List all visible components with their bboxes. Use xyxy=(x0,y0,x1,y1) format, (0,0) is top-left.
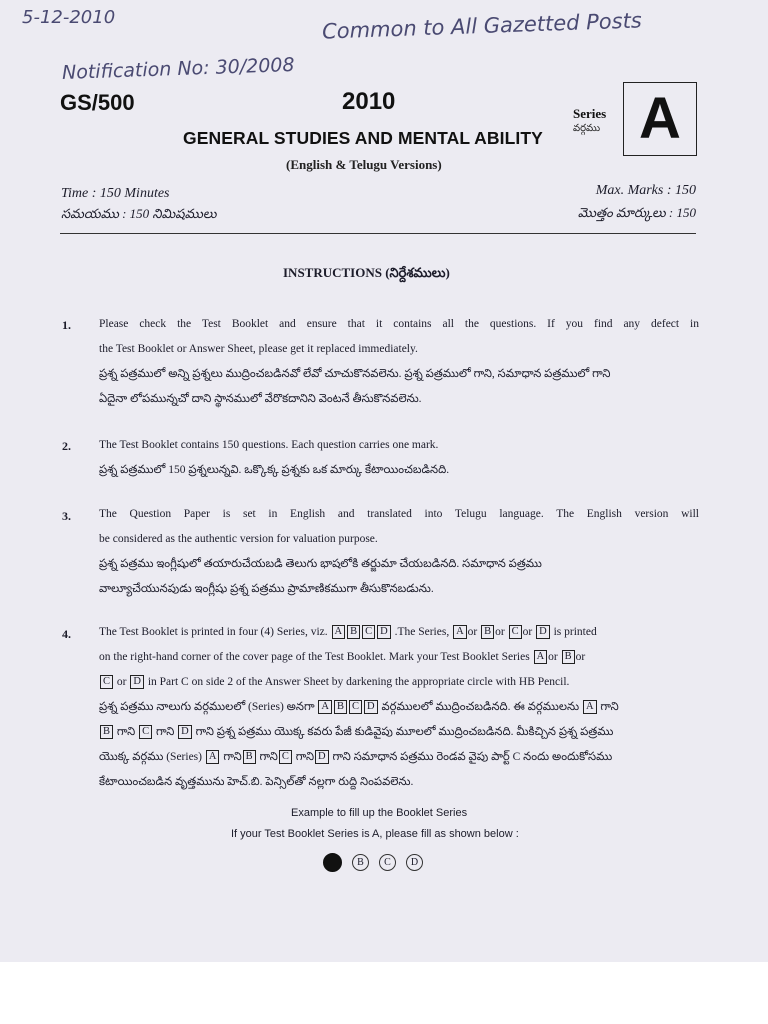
instruction-number: 1. xyxy=(62,318,71,332)
series-box-a: A xyxy=(318,700,332,714)
example-instruction: If your Test Booklet Series is A, please fill as shown below : xyxy=(231,828,519,840)
instruction-line: The Test Booklet contains 150 questions. Each question carries one mark. xyxy=(99,439,439,451)
instruction-number: 4. xyxy=(62,627,71,641)
instruction-line: Please check the Test Booklet and ensure that it contains all the questions. If you find any defect in xyxy=(99,318,699,330)
instruction-telugu-line: కేటాయించబడిన వృత్తమును హెచ్.బి. పెన్సిల్‌తో నల్లగా రుద్ది నింపవలెను. xyxy=(99,776,414,788)
instruction-telugu-line xyxy=(99,695,699,720)
series-box-d: D xyxy=(178,725,192,739)
example-bubbles xyxy=(323,853,423,872)
series-label-telugu: వర్గము xyxy=(573,123,601,134)
instruction-text: గాని ప్రశ్న పత్రము యొక్క కవరు పేజీ కుడివైపు మూలలో ముద్రించబడినది. మీకిచ్చిన ప్రశ్న పత్రము xyxy=(195,726,614,738)
series-box-d: D xyxy=(130,675,144,689)
series-box-d: D xyxy=(377,625,391,639)
instruction-text: ప్రశ్న పత్రము నాలుగు వర్గములలో (Series) అనగా xyxy=(99,701,315,713)
instruction-text: in Part C on side 2 of the Answer Sheet by darkening the appropriate circle with HB Pencil. xyxy=(147,676,570,688)
instruction-telugu-line: ప్రశ్న పత్రములో 150 ప్రశ్నలున్నవి. ఒక్కొక్క ప్రశ్నకు ఒక మార్కు కేటాయించబడినది. xyxy=(99,464,450,476)
instruction-number: 3. xyxy=(62,509,71,523)
series-box-c: C xyxy=(362,625,375,639)
series-box-c: C xyxy=(279,750,292,764)
gani-word: గాని xyxy=(295,751,315,763)
instruction-line xyxy=(99,645,699,670)
instruction-item xyxy=(99,312,699,412)
instruction-text: on the right-hand corner of the cover page of the Test Booklet. Mark your Test Booklet Series xyxy=(99,651,530,663)
instruction-line xyxy=(99,620,699,645)
instruction-text: .The Series, xyxy=(394,626,450,638)
instruction-telugu-line: ప్రశ్న పత్రము ఇంగ్లీషులో తయారుచేయబడి తెలుగు భాషలోకి తర్జుమా చేయబడినది. సమాధాన పత్రము xyxy=(99,558,542,570)
or-word: or xyxy=(575,651,586,663)
instruction-telugu-line xyxy=(99,720,699,745)
marks-english: Max. Marks : 150 xyxy=(595,183,696,198)
time-telugu: సమయము : 150 నిమిషములు xyxy=(61,206,217,221)
paper-code: GS/500 xyxy=(60,90,135,115)
instruction-item xyxy=(99,433,699,483)
gani-word: గాని xyxy=(155,726,175,738)
instruction-text: వర్గములలో ముద్రించబడినది. ఈ వర్గములను xyxy=(381,701,580,713)
series-box-a: A xyxy=(206,750,220,764)
series-box-b: B xyxy=(243,750,256,764)
or-word: or xyxy=(116,676,127,688)
series-box-b: B xyxy=(100,725,113,739)
handwritten-note: Common to All Gazetted Posts xyxy=(321,8,643,44)
bubble-c: C xyxy=(379,854,396,871)
gani-word: గాని xyxy=(223,751,242,763)
series-box-a: A xyxy=(583,700,597,714)
bubble-b: B xyxy=(352,854,369,871)
series-box-a: A xyxy=(453,625,467,639)
series-box-b: B xyxy=(347,625,360,639)
example-heading: Example to fill up the Booklet Series xyxy=(291,807,468,819)
series-box-c: C xyxy=(509,625,522,639)
series-letter: A xyxy=(639,86,681,151)
time-english: Time : 150 Minutes xyxy=(61,186,170,201)
instruction-line: The Question Paper is set in English and translated into Telugu language. The English version will xyxy=(99,508,699,520)
header-divider xyxy=(60,233,696,234)
bubble-d: D xyxy=(406,854,423,871)
instruction-number: 2. xyxy=(62,439,71,453)
paper-subtitle: (English & Telugu Versions) xyxy=(286,157,442,172)
series-box-d: D xyxy=(536,625,550,639)
or-word: or xyxy=(495,626,505,638)
marks-telugu: మొత్తం మార్కులు : 150 xyxy=(577,205,696,220)
gani-word: గాని xyxy=(600,701,619,713)
series-box-c: C xyxy=(100,675,113,689)
handwritten-notification: Notification No: 30/2008 xyxy=(61,53,295,85)
gani-word: గాని xyxy=(116,726,136,738)
series-box-a: A xyxy=(332,625,346,639)
series-box-a: A xyxy=(534,650,548,664)
bubble-a-filled xyxy=(323,853,342,872)
or-word: or xyxy=(548,651,558,663)
series-box-b: B xyxy=(334,700,347,714)
instruction-item xyxy=(99,620,699,795)
series-label: Series xyxy=(573,106,607,121)
instruction-telugu-line: ప్రశ్న పత్రములో అన్ని ప్రశ్నలు ముద్రించబడినవో లేవో చూచుకొనవలెను. ప్రశ్న పత్రములో గాని, సమాధాన పత్రములో గాని xyxy=(99,368,611,380)
instruction-telugu-line xyxy=(99,745,699,770)
instruction-line xyxy=(99,670,699,695)
series-box-d: D xyxy=(315,750,329,764)
or-word: or xyxy=(522,626,533,638)
instruction-telugu-line: ఏదైనా లోపమున్నచో దాని స్థానములో వేరొకదానిని వెంటనే తీసుకొనవలెను. xyxy=(99,393,422,405)
instruction-text: The Test Booklet is printed in four (4) Series, viz. xyxy=(99,626,328,638)
instruction-line: be considered as the authentic version for valuation purpose. xyxy=(99,533,378,545)
instruction-telugu-line: వాల్యూచేయునపుడు ఇంగ్లీషు ప్రశ్న పత్రము ప్రామాణికముగా తీసుకొనబడును. xyxy=(99,583,434,595)
series-box-d: D xyxy=(364,700,378,714)
exam-year: 2010 xyxy=(342,88,396,115)
series-box-b: B xyxy=(481,625,494,639)
series-box-c: C xyxy=(349,700,362,714)
instruction-item xyxy=(99,502,699,602)
instruction-text: గాని సమాధాన పత్రము రెండవ వైపు పార్ట్ C నందు అందుకోసము xyxy=(332,751,613,763)
series-box xyxy=(623,82,697,156)
paper-title: GENERAL STUDIES AND MENTAL ABILITY xyxy=(183,128,543,148)
series-box-c: C xyxy=(139,725,152,739)
instruction-text: is printed xyxy=(553,626,597,638)
instructions-heading: INSTRUCTIONS (నిర్దేశములు) xyxy=(283,265,450,280)
gani-word: గాని xyxy=(259,751,278,763)
handwritten-date: 5-12-2010 xyxy=(22,7,116,28)
series-box-b: B xyxy=(562,650,575,664)
instruction-text: యొక్క వర్గము (Series) xyxy=(99,751,202,763)
or-word: or xyxy=(467,626,478,638)
instruction-line: the Test Booklet or Answer Sheet, please get it replaced immediately. xyxy=(99,343,418,355)
